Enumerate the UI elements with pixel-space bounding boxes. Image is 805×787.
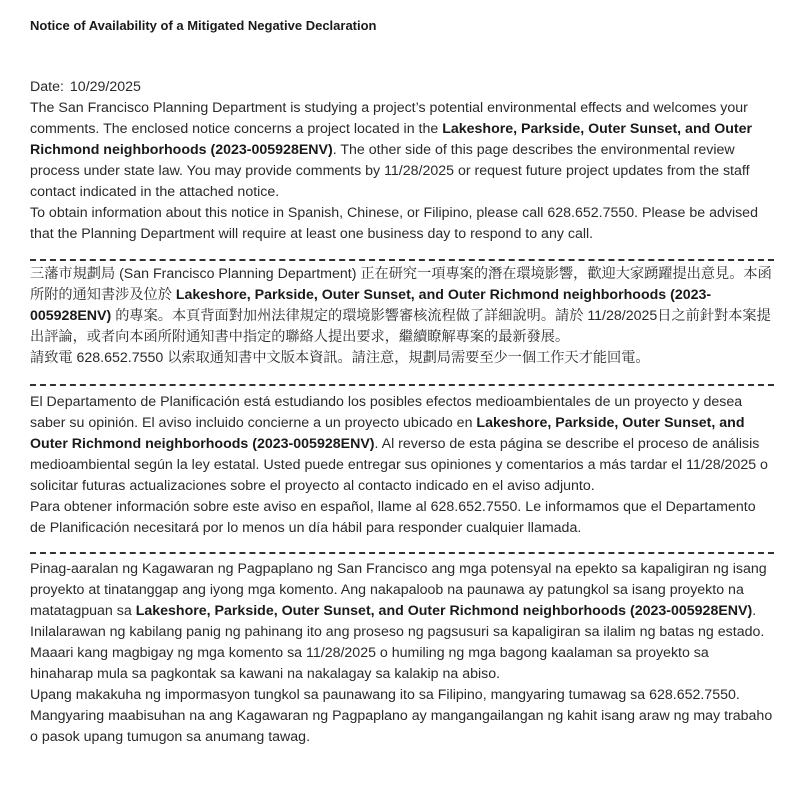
spanish-intro-text-b: . Al reverso de esta página se describe el proceso de análisis medioambiental según la ley estatal. Usted puede entregar sus opiniones y comentarios a más tardar el 11/28/2025 o solicitar futuras actualizaciones sobre el proyecto al contacto indicado en el aviso adjunto.	[30, 436, 768, 494]
filipino-intro-text-a: Pinag-aaralan ng Kagawaran ng Pagpaplano ng San Francisco ang mga potensyal na epekto sa kapaligiran ng isang proyekto at tinatanggap ang iyong mga komento. Ang nakapaloob na paunawa ay patungkol sa isang proyekto na matatagpuan sa	[30, 561, 767, 619]
chinese-project-location: Lakeshore, Parkside, Outer Sunset, and Outer Richmond neighborhoods (2023-005928ENV)	[30, 287, 712, 324]
english-paragraph-contact: To obtain information about this notice in Spanish, Chinese, or Filipino, please call 628.652.7550. Please be advised that the Planning Department will require at least one business day to respond to any call.	[30, 205, 758, 242]
chinese-paragraph-contact: 請致電 628.652.7550 以索取通知書中文版本資訊。請注意，規劃局需要至少一個工作天才能回電。	[30, 350, 650, 366]
filipino-intro-text-b: . Inilalarawan ng kabilang panig ng pahinang ito ang proseso ng pagsusuri sa kapaligiran sa ilalim ng batas ng estado. Maaari kang magbigay ng mga komento sa 11/28/2025 o humiling ng mga bagong kaalaman sa proyekto sa hinaharap mula sa pagkontak sa kawani na nakalagay sa kalakip na abiso.	[30, 603, 765, 682]
english-project-location: Lakeshore, Parkside, Outer Sunset, and Outer Richmond neighborhoods (2023-005928ENV)	[30, 121, 753, 158]
filipino-paragraph-contact: Upang makakuha ng impormasyon tungkol sa paunawang ito sa Filipino, mangyaring tumawag sa 628.652.7550. Mangyaring maabisuhan na ang Kagawaran ng Pagpaplano ay mangangailangan ng kahit isang araw ng may trabaho o pasok upang tumugon sa anumang tawag.	[30, 687, 773, 745]
date-value: 10/29/2025	[69, 79, 141, 95]
spanish-section	[30, 392, 774, 539]
english-section	[30, 77, 774, 245]
filipino-project-location: Lakeshore, Parkside, Outer Sunset, and Outer Richmond neighborhoods (2023-005928ENV)	[135, 603, 753, 619]
date-label: Date:	[30, 79, 64, 95]
english-intro-text-b: . The other side of this page describes the environmental review process under state law. You may provide comments by 11/28/2025 or request future project updates from the staff contact indicated in the attached notice.	[30, 142, 750, 200]
date-line	[30, 77, 774, 98]
english-paragraph-intro	[30, 98, 774, 203]
spanish-paragraph-intro	[30, 392, 774, 497]
section-divider	[30, 384, 774, 386]
chinese-paragraph-intro	[30, 264, 774, 348]
section-divider	[30, 259, 774, 261]
chinese-intro-text-b: 的專案。本頁背面對加州法律規定的環境影響審核流程做了詳細說明。請於 11/28/2025日之前針對本案提出評論，或者向本函所附通知書中指定的聯絡人提出要求，繼續瞭解專案的最新發展。	[30, 308, 771, 345]
english-intro-text-a: The San Francisco Planning Department is studying a project’s potential environmental effects and welcomes your comments. The enclosed notice concerns a project located in the	[30, 100, 748, 137]
filipino-section	[30, 559, 774, 748]
chinese-intro-text-a: 三藩市規劃局 (San Francisco Planning Department) 正在研究一項專案的潛在環境影響，歡迎大家踴躍提出意見。本函所附的通知書涉及位於	[30, 266, 772, 303]
chinese-section	[30, 264, 774, 369]
spanish-project-location: Lakeshore, Parkside, Outer Sunset, and Outer Richmond neighborhoods (2023-005928ENV)	[30, 415, 745, 452]
filipino-paragraph-intro	[30, 559, 774, 685]
spanish-intro-text-a: El Departamento de Planificación está estudiando los posibles efectos medioambientales de un proyecto y desea saber su opinión. El aviso incluido concierne a un proyecto ubicado en	[30, 394, 743, 431]
section-divider	[30, 552, 774, 554]
spanish-paragraph-contact: Para obtener información sobre este aviso en español, llame al 628.652.7550. Le informamos que el Departamento de Planificación necesitará por lo menos un día hábil para responder cualquier llamada.	[30, 499, 756, 536]
notice-title: Notice of Availability of a Mitigated Negative Declaration	[30, 18, 377, 33]
